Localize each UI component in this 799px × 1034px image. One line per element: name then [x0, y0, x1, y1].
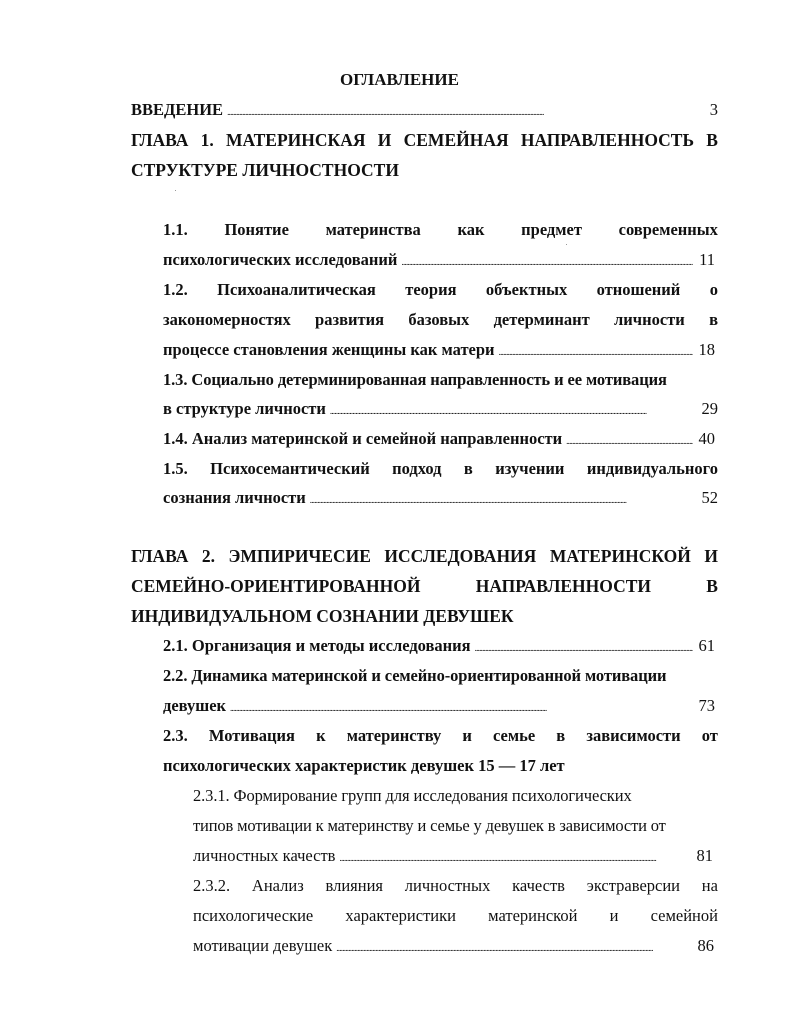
word: СЕМЕЙНАЯ [403, 130, 509, 150]
word: экстраверсии [586, 876, 680, 895]
scan-speck [175, 190, 176, 191]
word: 1.1. [163, 220, 188, 239]
word: 1.2. [163, 280, 188, 299]
word: влияния [325, 876, 383, 895]
word: и [462, 726, 472, 745]
toc-entry-1-3-line1: 1.3. Социально детерминированная направленность и ее мотивация [163, 370, 667, 389]
leader-dots [310, 488, 696, 510]
leader-dots [230, 696, 692, 718]
word: предмет [521, 220, 582, 239]
word: в [709, 310, 718, 329]
entry-page: 86 [697, 936, 714, 955]
toc-entry-1-2-line3 [163, 340, 715, 362]
word: в [556, 726, 566, 745]
toc-entry-2-3-line2: психологических характеристик девушек 15 — 17 лет [163, 756, 565, 775]
entry-label: сознания личности [163, 488, 306, 507]
word: индивидуального [586, 459, 718, 478]
word: детерминант [493, 310, 590, 329]
word: 1. [200, 130, 214, 150]
toc-entry-2-3-2-line2 [193, 906, 718, 926]
word: и [609, 906, 619, 925]
chapter1-heading-line2: СТРУКТУРЕ ЛИЧНОСТНОСТИ [131, 160, 399, 180]
leader-dots [401, 250, 693, 272]
entry-page: 40 [698, 429, 715, 448]
word: И [377, 130, 392, 150]
leader-dots [475, 636, 693, 658]
entry-page: 29 [701, 399, 718, 418]
entry-page: 18 [698, 340, 715, 359]
word: ЭМПИРИЧЕСИЕ [228, 546, 371, 566]
entry-label: личностных качеств [193, 846, 336, 865]
word: ИССЛЕДОВАНИЯ [384, 546, 537, 566]
leader-dots [330, 399, 696, 421]
toc-entry-2-2-line1: 2.2. Динамика материнской и семейно-ориентированной мотивации [163, 666, 667, 685]
word: 2. [201, 546, 216, 566]
entry-label: в структуре личности [163, 399, 326, 418]
word: личностных [404, 876, 491, 895]
entry-label: девушек [163, 696, 227, 715]
word: семье [493, 726, 536, 745]
word: в [463, 459, 473, 478]
toc-entry-2-3-2-line1 [193, 876, 718, 896]
toc-entry-2-3-2-line3 [193, 936, 714, 958]
word: современных [618, 220, 718, 239]
word: теория [405, 280, 457, 299]
toc-entry-1-2-line1 [163, 280, 718, 300]
toc-entry-2-3-line1 [163, 726, 718, 746]
word: 1.5. [163, 459, 188, 478]
entry-page: 73 [698, 696, 715, 715]
word: НАПРАВЛЕННОСТИ [475, 576, 652, 596]
word: изучении [495, 459, 565, 478]
word: материнству [346, 726, 442, 745]
toc-entry-1-3-line2 [163, 399, 718, 421]
word: как [457, 220, 485, 239]
word: Психоаналитическая [217, 280, 376, 299]
word: Анализ [251, 876, 304, 895]
entry-page: 81 [696, 846, 713, 865]
toc-entry-1-5-line2 [163, 488, 718, 510]
word: МАТЕРИНСКОЙ [549, 546, 691, 566]
word: личности [614, 310, 685, 329]
word: психологические [193, 906, 314, 925]
toc-entry-1-5-line1 [163, 459, 718, 479]
entry-label: мотивации девушек [193, 936, 333, 955]
word: СЕМЕЙНО-ОРИЕНТИРОВАННОЙ [131, 576, 421, 596]
word: семейной [650, 906, 718, 925]
entry-label: 1.4. Анализ материнской и семейной направленности [163, 429, 563, 448]
entry-page: 3 [709, 100, 718, 119]
word: от [701, 726, 718, 745]
toc-entry-intro [131, 100, 718, 122]
word: 2.3.2. [193, 876, 231, 895]
word: развития [315, 310, 385, 329]
chapter1-heading-line1 [131, 130, 718, 150]
toc-entry-2-3-1-line2: типов мотивации к материнству и семье у девушек в зависимости от [193, 816, 666, 835]
toc-entry-1-1-line1 [163, 220, 718, 240]
word: Понятие [224, 220, 289, 239]
word: характеристики [345, 906, 456, 925]
word: зависимости [586, 726, 681, 745]
word: к [316, 726, 326, 745]
word: В [706, 130, 718, 150]
word: материнства [325, 220, 421, 239]
entry-label: 2.1. Организация и методы исследования [163, 636, 471, 655]
toc-entry-1-4 [163, 429, 715, 451]
word: подход [392, 459, 442, 478]
entry-page: 61 [698, 636, 715, 655]
toc-entry-2-3-1-line1: 2.3.1. Формирование групп для исследования психологических [193, 786, 632, 805]
word: закономерностях [163, 310, 291, 329]
chapter2-heading-line1 [131, 546, 718, 566]
leader-dots [566, 429, 692, 451]
word: 2.3. [163, 726, 188, 745]
entry-label: ВВЕДЕНИЕ [131, 100, 224, 119]
leader-dots [336, 936, 691, 958]
toc-entry-1-1-line2 [163, 250, 715, 272]
word: объектных [485, 280, 568, 299]
word: ГЛАВА [131, 546, 189, 566]
word: НАПРАВЛЕННОСТЬ [520, 130, 695, 150]
word: базовых [408, 310, 470, 329]
leader-dots [499, 340, 693, 362]
word: Психосемантический [210, 459, 370, 478]
entry-page: 11 [699, 250, 715, 269]
word: И [704, 546, 718, 566]
word: качеств [512, 876, 565, 895]
toc-entry-1-2-line2 [163, 310, 718, 330]
toc-entry-2-2-line2 [163, 696, 715, 718]
word: материнской [488, 906, 578, 925]
scan-speck [566, 244, 567, 245]
entry-label: процессе становления женщины как матери [163, 340, 495, 359]
toc-title: ОГЛАВЛЕНИЕ [340, 70, 459, 89]
chapter2-heading-line3: ИНДИВИДУАЛЬНОМ СОЗНАНИИ ДЕВУШЕК [131, 606, 514, 626]
entry-label: психологических исследований [163, 250, 398, 269]
word: В [706, 576, 718, 596]
leader-dots [339, 846, 690, 868]
entry-page: 52 [701, 488, 718, 507]
word: МАТЕРИНСКАЯ [226, 130, 366, 150]
leader-dots [227, 100, 704, 122]
word: Мотивация [208, 726, 295, 745]
word: ГЛАВА [131, 130, 189, 150]
word: отношений [596, 280, 681, 299]
toc-entry-2-1 [163, 636, 715, 658]
word: о [709, 280, 718, 299]
word: на [701, 876, 718, 895]
chapter2-heading-line2 [131, 576, 718, 596]
toc-entry-2-3-1-line3 [193, 846, 713, 868]
